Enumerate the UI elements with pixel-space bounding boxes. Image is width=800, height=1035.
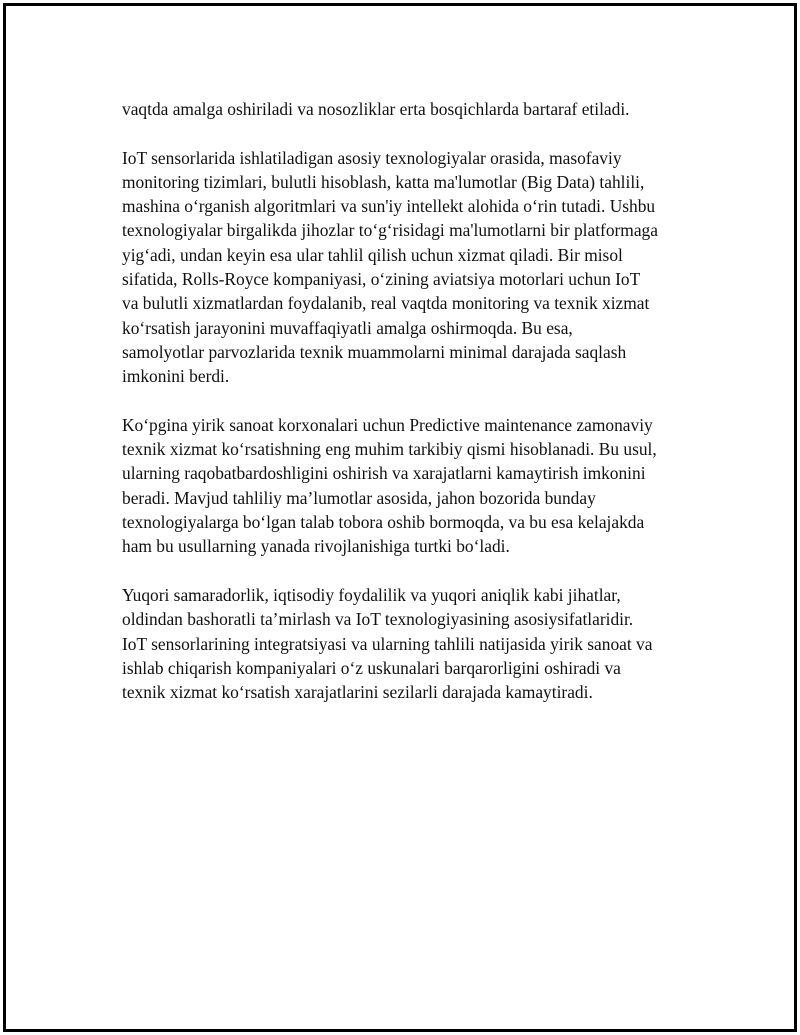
- paragraph-2: [122, 146, 702, 389]
- paragraph-4: [122, 583, 702, 704]
- text-line: imkonini berdi.: [122, 366, 230, 387]
- document-body: [122, 97, 702, 729]
- text-line: beradi. Mavjud tahliliy ma’lumotlar asosida, jahon bozorida bunday: [122, 487, 596, 508]
- text-line: texnologiyalar birgalikda jihozlar to‘g‘risidagi ma'lumotlarni bir platformaga: [122, 220, 658, 241]
- text-line: ko‘rsatish jarayonini muvaffaqiyatli amalga oshirmoqda. Bu esa,: [122, 317, 573, 338]
- text-line: texnologiyalarga bo‘lgan talab tobora oshib bormoqda, va bu esa kelajakda: [122, 512, 645, 533]
- text-line: yig‘adi, undan keyin esa ular tahlil qilish uchun xizmat qiladi. Bir misol: [122, 244, 623, 265]
- paragraph-1: [122, 97, 702, 121]
- text-line: ularning raqobatbardoshligini oshirish va xarajatlarni kamaytirish imkonini: [122, 463, 646, 484]
- text-line: Ko‘pgina yirik sanoat korxonalari uchun Predictive maintenance zamonaviy: [122, 414, 653, 435]
- text-line: IoT sensorlarida ishlatiladigan asosiy texnologiyalar orasida, masofaviy: [122, 147, 622, 168]
- paragraph-3: [122, 413, 702, 559]
- text-line: sifatida, Rolls-Royce kompaniyasi, o‘zining aviatsiya motorlari uchun IoT: [122, 269, 641, 290]
- text-line: samolyotlar parvozlarida texnik muammolarni minimal darajada saqlash: [122, 341, 627, 362]
- text-line: vaqtda amalga oshiriladi va nosozliklar erta bosqichlarda bartaraf etiladi.: [122, 99, 630, 119]
- text-line: Yuqori samaradorlik, iqtisodiy foydalilik va yuqori aniqlik kabi jihatlar,: [122, 584, 621, 605]
- text-line: texnik xizmat ko‘rsatish xarajatlarini sezilarli darajada kamaytiradi.: [122, 682, 593, 703]
- text-line: ishlab chiqarish kompaniyalari o‘z uskunalari barqarorligini oshiradi va: [122, 657, 621, 678]
- text-line: texnik xizmat ko‘rsatishning eng muhim tarkibiy qismi hisoblanadi. Bu usul,: [122, 439, 657, 460]
- text-line: oldindan bashoratli ta’mirlash va IoT texnologiyasining asosiysifatlaridir.: [122, 609, 634, 630]
- text-line: monitoring tizimlari, bulutli hisoblash, katta ma'lumotlar (Big Data) tahlili,: [122, 171, 645, 192]
- text-line: va bulutli xizmatlardan foydalanib, real vaqtda monitoring va texnik xizmat: [122, 293, 650, 314]
- page-frame: [3, 3, 797, 1032]
- text-line: IoT sensorlarining integratsiyasi va ularning tahlili natijasida yirik sanoat va: [122, 633, 653, 654]
- text-line: mashina o‘rganish algoritmlari va sun'iy intellekt alohida o‘rin tutadi. Ushbu: [122, 196, 656, 217]
- text-line: ham bu usullarning yanada rivojlanishiga turtki bo‘ladi.: [122, 536, 510, 557]
